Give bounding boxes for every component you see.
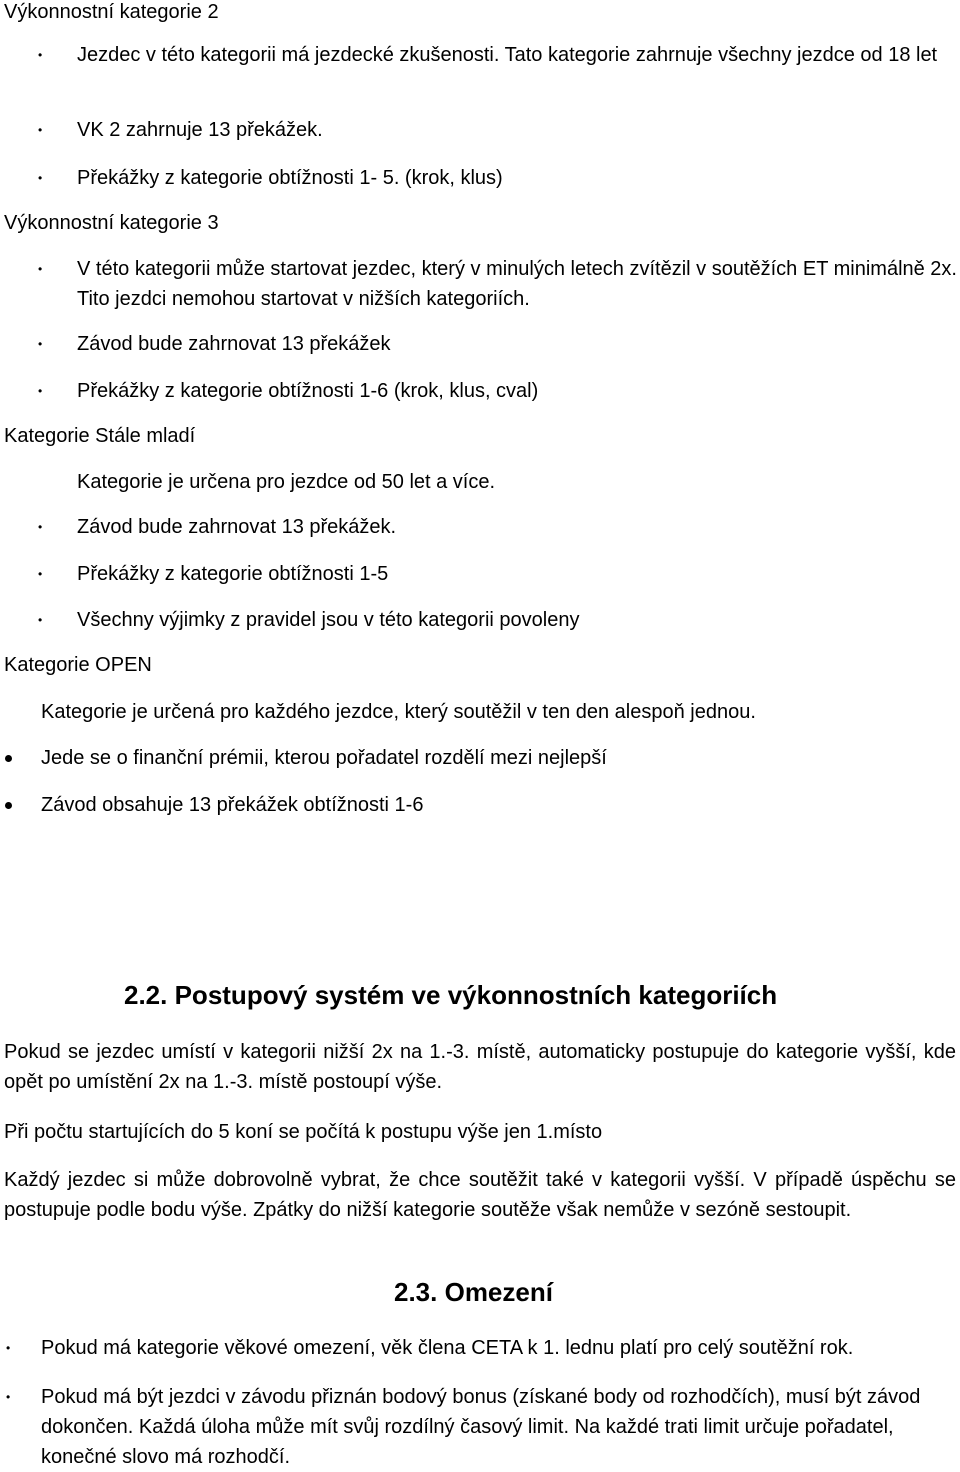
bullet-icon: • — [38, 48, 43, 62]
stale-mladi-item-2: Překážky z kategorie obtížnosti 1-5 — [77, 563, 389, 585]
bullet-icon: • — [6, 1341, 11, 1355]
section-23-item-2: Pokud má být jezdci v závodu přiznán bodový bonus (získané body od rozhodčích), musí být závod dokončen. Každá úloha může mít svůj rozdílný časový limit. Na každé trati limit určuje pořadatel, konečné slovo má rozhodčí. — [41, 1386, 921, 1468]
bullet-icon: • — [38, 384, 43, 398]
bullet-dot-icon — [5, 755, 12, 762]
open-intro: Kategorie je určená pro každého jezdce, který soutěžil v ten den alespoň jednou. — [41, 701, 756, 723]
section-22-paragraph-1: Pokud se jezdec umístí v kategorii nižší 2x na 1.-3. místě, automaticky postupuje do kategorie vyšší, kde opět po umístění 2x na 1.-3. místě postoupí výše. — [4, 1041, 956, 1093]
section-22-paragraph-2: Při počtu startujících do 5 koní se počítá k postupu výše jen 1.místo — [4, 1121, 603, 1143]
bullet-icon: • — [38, 337, 43, 351]
stale-mladi-intro: Kategorie je určena pro jezdce od 50 let a více. — [77, 471, 496, 493]
bullet-icon: • — [6, 1390, 11, 1404]
bullet-icon: • — [38, 123, 43, 137]
section-22-heading: 2.2. Postupový systém ve výkonnostních kategoriích — [124, 980, 778, 1010]
heading-stale-mladi: Kategorie Stále mladí — [4, 425, 196, 447]
section-23-heading: 2.3. Omezení — [394, 1277, 553, 1307]
bullet-icon: • — [38, 262, 43, 276]
vk2-item-3: Překážky z kategorie obtížnosti 1- 5. (krok, klus) — [77, 167, 503, 189]
section-23-item-1: Pokud má kategorie věkové omezení, věk člena CETA k 1. lednu platí pro celý soutěžní rok. — [41, 1337, 854, 1359]
open-item-2: Závod obsahuje 13 překážek obtížnosti 1-6 — [41, 794, 424, 816]
vk2-item-2: VK 2 zahrnuje 13 překážek. — [77, 119, 323, 141]
bullet-icon: • — [38, 613, 43, 627]
heading-open: Kategorie OPEN — [4, 654, 152, 676]
heading-vk2: Výkonnostní kategorie 2 — [4, 1, 219, 23]
vk2-item-1: Jezdec v této kategorii má jezdecké zkušenosti. Tato kategorie zahrnuje všechny jezdce od 18 let — [77, 44, 938, 66]
stale-mladi-item-1: Závod bude zahrnovat 13 překážek. — [77, 516, 397, 538]
bullet-icon: • — [38, 567, 43, 581]
heading-vk3: Výkonnostní kategorie 3 — [4, 212, 219, 234]
vk3-item-2: Závod bude zahrnovat 13 překážek — [77, 333, 391, 355]
vk3-item-3: Překážky z kategorie obtížnosti 1-6 (krok, klus, cval) — [77, 380, 539, 402]
bullet-icon: • — [38, 520, 43, 534]
vk3-item-1: V této kategorii může startovat jezdec, který v minulých letech zvítězil v soutěžích ET minimálně 2x. Tito jezdci nemohou startovat v nižších kategoriích. — [77, 258, 957, 310]
bullet-dot-icon — [5, 802, 12, 809]
open-item-1: Jede se o finanční prémii, kterou pořadatel rozdělí mezi nejlepší — [41, 747, 607, 769]
stale-mladi-item-3: Všechny výjimky z pravidel jsou v této kategorii povoleny — [77, 609, 580, 631]
section-22-paragraph-3: Každý jezdec si může dobrovolně vybrat, že chce soutěžit také v kategorii vyšší. V případě úspěchu se postupuje podle bodu výše. Zpátky do nižší kategorie soutěže však nemůže v sezóně sestoupit. — [4, 1169, 956, 1221]
bullet-icon: • — [38, 171, 43, 185]
